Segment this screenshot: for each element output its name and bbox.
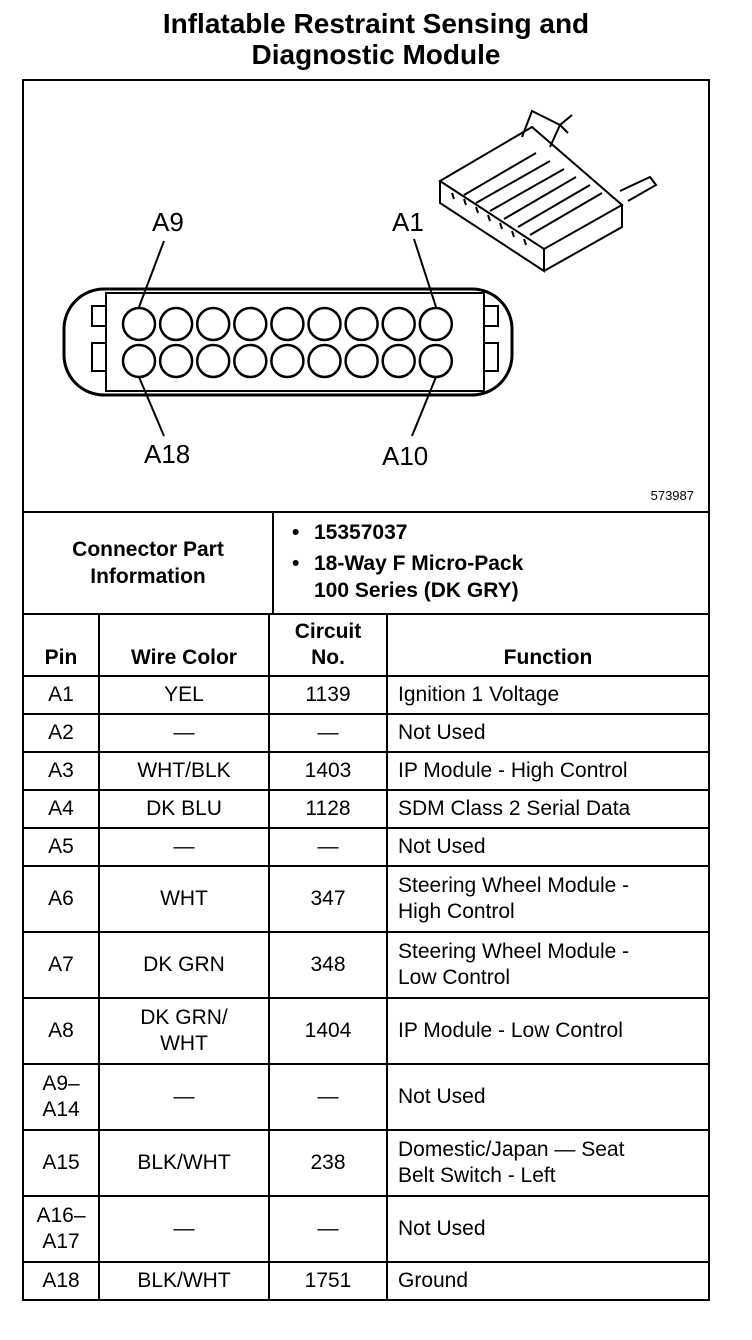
pin-cavity [271,308,303,340]
function-cell-line: High Control [398,900,515,923]
pin-cell-line: A14 [42,1098,80,1121]
header-function: Function [387,614,709,676]
function-cell [387,866,709,932]
table-row [23,714,709,752]
function-cell-line: Ground [398,1269,469,1292]
pin-cavity [271,345,303,377]
pin-cavity [197,308,229,340]
function-cell-line: Belt Switch - Left [398,1164,556,1187]
connector-part-info [22,511,710,615]
function-cell [387,752,709,790]
wire-color-cell-line: DK BLU [146,797,222,820]
pin-cell-line: A3 [48,759,74,782]
function-cell [387,998,709,1064]
pin-cell [23,790,99,828]
function-cell [387,1130,709,1196]
function-cell-line: Not Used [398,835,486,858]
function-cell-line: Ignition 1 Voltage [398,683,560,706]
wire-color-cell-line: — [173,1217,195,1240]
wire-color-cell-line: DK GRN/ [140,1006,228,1029]
pin-cell-line: A8 [48,1019,74,1042]
wire-color-cell-line: — [173,835,195,858]
circuit-cell: 347 [269,866,387,932]
function-cell-line: Steering Wheel Module - [398,940,630,963]
pin-cell [23,1262,99,1300]
pin-cell-line: A9– [42,1072,80,1095]
wire-color-cell-line: YEL [164,683,204,706]
wire-color-cell [99,866,269,932]
circuit-cell: 1403 [269,752,387,790]
figure-id: 573987 [650,488,694,503]
connector-description-line-2: 100 Series (DK GRY) [314,579,519,602]
pin-cell-line: A6 [48,887,74,910]
pin-cell [23,932,99,998]
wire-color-cell [99,1130,269,1196]
function-cell-line: Not Used [398,721,486,744]
function-cell [387,828,709,866]
pin-cavity [346,308,378,340]
header-wire-color: Wire Color [99,614,269,676]
pin-cavity [123,345,155,377]
wire-color-cell-line: — [173,721,195,744]
wire-color-cell [99,752,269,790]
pin-cell [23,1130,99,1196]
pin-cavity [420,345,452,377]
wire-color-cell [99,1262,269,1300]
pin-cell [23,866,99,932]
table-row [23,828,709,866]
connector-3d-sketch [440,111,656,271]
pin-cavity [197,345,229,377]
pin-cell [23,676,99,714]
table-row [23,1064,709,1130]
function-cell-line: IP Module - Low Control [398,1019,623,1042]
pin-cavity [160,308,192,340]
latch-right-bottom [484,343,498,371]
header-circuit-no [269,614,387,676]
header-circuit-line-2: No. [311,646,345,669]
connector-description-line-1: • 18-Way F Micro-Pack [314,552,524,575]
pin-cell [23,1196,99,1262]
wire-color-cell-line: BLK/WHT [137,1151,231,1174]
pin-cell-line: A18 [42,1269,80,1292]
circuit-cell: 238 [269,1130,387,1196]
pin-cavities [123,308,452,377]
pin-cell [23,1064,99,1130]
circuit-cell: 1139 [269,676,387,714]
pin-table [22,613,710,1301]
circuit-cell: — [269,828,387,866]
wire-color-cell [99,932,269,998]
pin-cavity [309,345,341,377]
circuit-cell: 1128 [269,790,387,828]
table-row [23,998,709,1064]
wire-color-cell-line: — [173,1085,195,1108]
function-cell [387,1064,709,1130]
wire-color-cell [99,676,269,714]
pin-cavity [346,345,378,377]
pin-cavity [234,345,266,377]
wire-color-cell [99,998,269,1064]
pin-table-header [23,614,709,676]
function-cell [387,932,709,998]
part-number: • 15357037 [314,519,698,546]
leader-a10 [412,377,436,436]
pin-cavity [420,308,452,340]
connector-info-list [273,512,709,614]
pin-label-a10: A10 [382,441,429,471]
header-circuit-line-1: Circuit [294,620,362,643]
wire-color-cell-line: WHT [160,887,208,910]
connector-face-outer [64,289,512,395]
function-cell-line: Steering Wheel Module - [398,874,630,897]
circuit-cell: — [269,714,387,752]
wire-color-cell [99,714,269,752]
function-cell-line: Not Used [398,1217,486,1240]
function-cell [387,790,709,828]
leader-a18 [139,377,164,436]
pin-cell-line: A1 [48,683,74,706]
pin-cavity [309,308,341,340]
pin-table-body [23,676,709,1300]
function-cell-line: IP Module - High Control [398,759,628,782]
pin-cell-line: A17 [42,1230,80,1253]
pin-cavity [234,308,266,340]
pin-cell-line: A15 [42,1151,80,1174]
title-line-2: Diagnostic Module [251,39,501,70]
pin-cell [23,998,99,1064]
circuit-cell: — [269,1196,387,1262]
pin-cell-line: A2 [48,721,74,744]
table-row [23,752,709,790]
title-line-1: Inflatable Restraint Sensing and [162,8,590,39]
connector-description [314,550,698,604]
latch-right-top [484,306,498,326]
table-row [23,1130,709,1196]
latch-left-top [92,306,106,326]
pin-label-a9: A9 [152,207,184,237]
pin-cell [23,714,99,752]
header-pin: Pin [23,614,99,676]
circuit-cell: 1404 [269,998,387,1064]
wire-color-cell [99,828,269,866]
pin-cavity [123,308,155,340]
pin-label-a18: A18 [144,439,191,469]
function-cell [387,676,709,714]
connector-figure [22,79,710,513]
wire-color-cell-line: WHT [160,1032,208,1055]
connector-info-label [23,512,273,614]
latch-left-bottom [92,343,106,371]
pin-cavity [160,345,192,377]
wire-color-cell-line: BLK/WHT [137,1269,231,1292]
circuit-cell: 1751 [269,1262,387,1300]
leader-a1 [414,239,436,307]
function-cell-line: Low Control [398,966,511,989]
function-cell-line: Domestic/Japan — Seat [398,1138,625,1161]
pin-cell-line: A7 [48,953,74,976]
pin-cell [23,828,99,866]
table-row [23,790,709,828]
wire-color-cell [99,1064,269,1130]
connector-info-label-line-2: Information [90,565,206,588]
table-row [23,866,709,932]
function-cell-line: SDM Class 2 Serial Data [398,797,631,820]
table-row [23,676,709,714]
pin-cavity [383,345,415,377]
table-row [23,1196,709,1262]
pin-cell-line: A4 [48,797,74,820]
wire-color-cell-line: WHT/BLK [137,759,231,782]
leader-a9 [139,241,164,307]
function-cell [387,1262,709,1300]
circuit-cell: 348 [269,932,387,998]
wire-color-cell [99,790,269,828]
pin-cell [23,752,99,790]
function-cell [387,1196,709,1262]
pin-cell-line: A16– [36,1204,86,1227]
pin-label-a1: A1 [392,207,424,237]
table-row [23,932,709,998]
function-cell [387,714,709,752]
circuit-cell: — [269,1064,387,1130]
connector-drawing [24,81,708,511]
wire-color-cell [99,1196,269,1262]
pin-cavity [383,308,415,340]
wire-color-cell-line: DK GRN [143,953,225,976]
connector-info-label-line-1: Connector Part [72,538,224,561]
table-row [23,1262,709,1300]
page-title [0,8,752,70]
pin-cell-line: A5 [48,835,74,858]
function-cell-line: Not Used [398,1085,486,1108]
